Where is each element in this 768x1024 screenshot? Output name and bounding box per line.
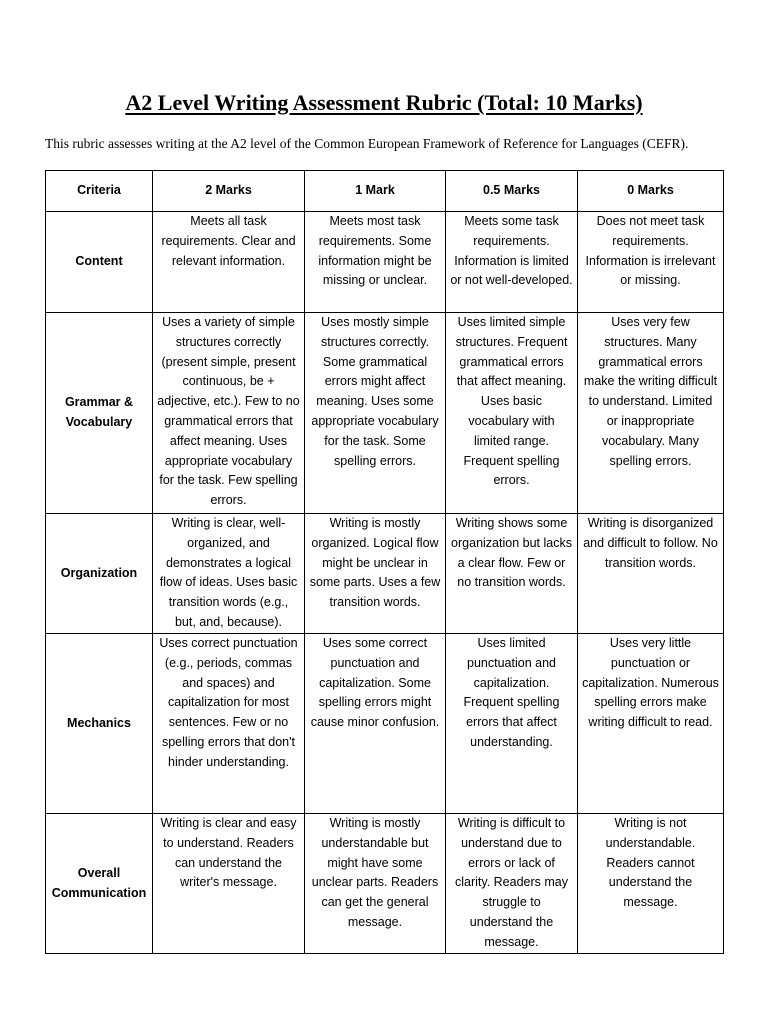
descriptor-cell: Does not meet task requirements. Information is irrelevant or missing. bbox=[578, 212, 724, 313]
descriptor-cell: Uses very little punctuation or capitalization. Numerous spelling errors make writing difficult to read. bbox=[578, 634, 724, 814]
header-0-marks: 0 Marks bbox=[578, 171, 724, 212]
table-row-organization bbox=[46, 514, 724, 634]
intro-paragraph: This rubric assesses writing at the A2 level of the Common European Framework of Reference for Languages (CEFR). bbox=[45, 136, 689, 151]
criteria-cell: Organization bbox=[46, 514, 153, 634]
criteria-cell: Overall Communication bbox=[46, 814, 153, 954]
page-title: A2 Level Writing Assessment Rubric (Total: 10 Marks) bbox=[125, 90, 643, 115]
descriptor-cell: Writing shows some organization but lacks a clear flow. Few or no transition words. bbox=[446, 514, 578, 634]
header-row bbox=[46, 171, 724, 212]
descriptor-cell: Writing is not understandable. Readers cannot understand the message. bbox=[578, 814, 724, 954]
table-row-overall-communication bbox=[46, 814, 724, 954]
descriptor-cell: Writing is clear, well-organized, and demonstrates a logical flow of ideas. Uses basic transition words (e.g., but, and, because). bbox=[153, 514, 305, 634]
criteria-cell: Mechanics bbox=[46, 634, 153, 814]
descriptor-cell: Uses limited punctuation and capitalization. Frequent spelling errors that affect understanding. bbox=[446, 634, 578, 814]
header-0-5-marks: 0.5 Marks bbox=[446, 171, 578, 212]
descriptor-cell: Uses very few structures. Many grammatical errors make the writing difficult to understand. Limited or inappropriate vocabulary. Many spelling errors. bbox=[578, 313, 724, 514]
descriptor-cell: Writing is clear and easy to understand. Readers can understand the writer's message. bbox=[153, 814, 305, 954]
descriptor-cell: Uses a variety of simple structures correctly (present simple, present continuous, be + adjective, etc.). Few to no grammatical errors that affect meaning. Uses appropriate vocabulary for the task. Few spelling errors. bbox=[153, 313, 305, 514]
descriptor-cell: Writing is disorganized and difficult to follow. No transition words. bbox=[578, 514, 724, 634]
header-1-mark: 1 Mark bbox=[305, 171, 446, 212]
criteria-cell: Content bbox=[46, 212, 153, 313]
header-2-marks: 2 Marks bbox=[153, 171, 305, 212]
descriptor-cell: Writing is mostly organized. Logical flow might be unclear in some parts. Uses a few transition words. bbox=[305, 514, 446, 634]
descriptor-cell: Uses limited simple structures. Frequent grammatical errors that affect meaning. Uses basic vocabulary with limited range. Frequent spelling errors. bbox=[446, 313, 578, 514]
descriptor-cell: Meets some task requirements. Information is limited or not well-developed. bbox=[446, 212, 578, 313]
table-row-grammar-vocabulary bbox=[46, 313, 724, 514]
descriptor-cell: Uses mostly simple structures correctly. Some grammatical errors might affect meaning. Uses some appropriate vocabulary for the task. Some spelling errors. bbox=[305, 313, 446, 514]
descriptor-cell: Writing is difficult to understand due to errors or lack of clarity. Readers may struggle to understand the message. bbox=[446, 814, 578, 954]
descriptor-cell: Uses correct punctuation (e.g., periods, commas and spaces) and capitalization for most sentences. Few or no spelling errors that don't hinder understanding. bbox=[153, 634, 305, 814]
criteria-cell: Grammar & Vocabulary bbox=[46, 313, 153, 514]
descriptor-cell: Writing is mostly understandable but might have some unclear parts. Readers can get the general message. bbox=[305, 814, 446, 954]
rubric-table bbox=[45, 170, 724, 954]
descriptor-cell: Meets all task requirements. Clear and relevant information. bbox=[153, 212, 305, 313]
table-row-mechanics bbox=[46, 634, 724, 814]
header-criteria: Criteria bbox=[46, 171, 153, 212]
descriptor-cell: Meets most task requirements. Some information might be missing or unclear. bbox=[305, 212, 446, 313]
table-row-content bbox=[46, 212, 724, 313]
descriptor-cell: Uses some correct punctuation and capitalization. Some spelling errors might cause minor confusion. bbox=[305, 634, 446, 814]
